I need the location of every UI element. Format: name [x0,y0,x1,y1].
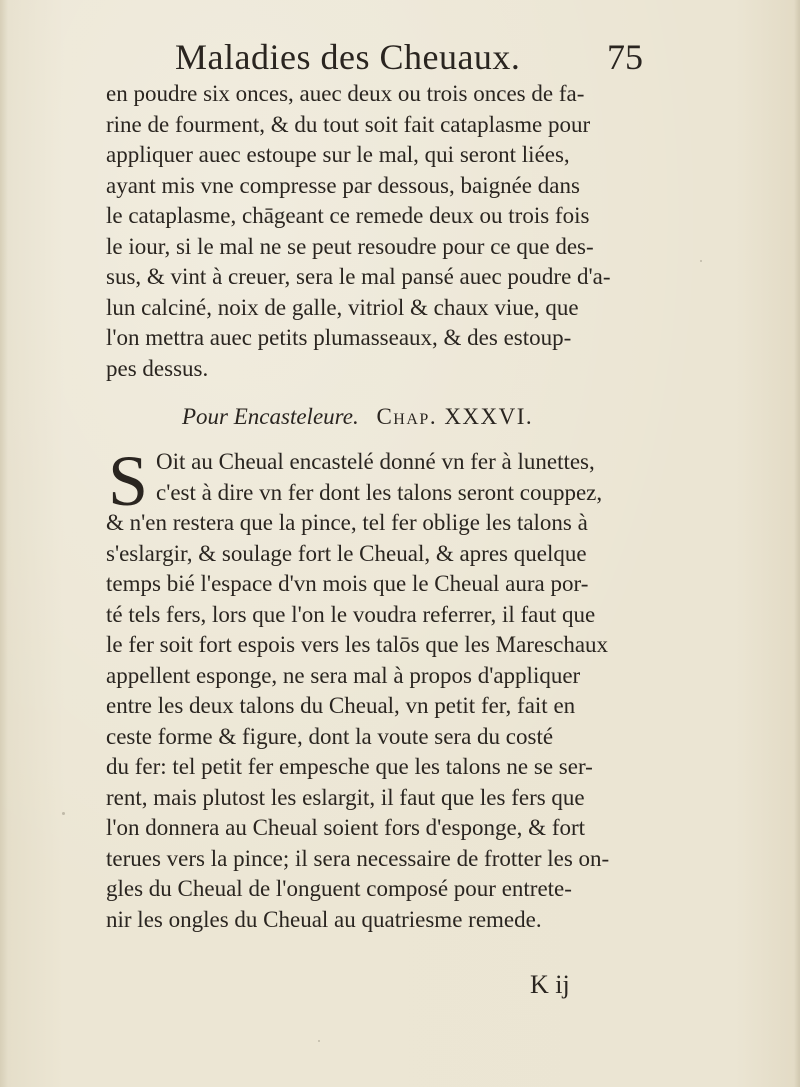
text-line: ayant mis vne compresse par dessous, baignée dans [106,172,580,198]
text-line: en poudre six onces, auec deux ou trois onces de fa- [106,81,585,106]
signature-mark: K ij [530,970,570,999]
text-line: té tels fers, lors que l'on le voudra referrer, il faut que [106,601,596,627]
text-line: lun calciné, noix de galle, vitriol & chaux viue, que [106,294,579,320]
paragraph-continued [106,79,666,384]
text-line: l'on donnera au Cheual soient fors d'esponge, & fort [106,815,586,840]
text-line: s'eslargir, & soulage fort le Cheual, & apres quelque [106,540,587,566]
text-line: Oit au Cheual encastelé donné vn fer à lunettes, [156,449,595,474]
text-line: temps bié l'espace d'vn mois que le Cheual aura por- [106,571,589,596]
text-line: nir les ongles du Cheual au quatriesme remede. [106,906,542,932]
drop-cap-initial: S [108,441,149,521]
running-title: Maladies des Cheuaux. [175,37,521,77]
text-line: le iour, si le mal ne se peut resoudre pour ce que des- [106,233,594,259]
text-line: rent, mais plutost les eslargit, il faut que les fers que [106,784,585,810]
text-line: le cataplasme, chāgeant ce remede deux ou trois fois [106,203,590,228]
text-line: terues vers la pince; il sera necessaire de frotter les on- [106,845,610,871]
chapter-title: Pour Encasteleure. [182,404,359,429]
chapter-heading [182,404,642,430]
text-line: du fer: tel petit fer empesche que les talons ne se ser- [106,754,593,779]
text-line: ceste forme & figure, dont la voute sera du costé [106,723,554,749]
text-line: le fer soit fort espois vers les talōs que les Mareschaux [106,632,609,657]
page-right-edge [794,0,800,1087]
text-line: pes dessus. [106,355,209,381]
text-line: c'est à dire vn fer dont les talons seront couppez, [156,479,603,505]
text-line: & n'en restera que la pince, tel fer oblige les talons à [106,510,588,535]
text-line: gles du Cheual de l'onguent composé pour entrete- [106,876,572,901]
text-line: appellent esponge, ne sera mal à propos d'appliquer [106,662,581,688]
text-line: rine de fourment, & du tout soit fait cataplasme pour [106,111,591,137]
page-number: 75 [607,37,643,77]
text-line: sus, & vint à creuer, sera le mal pansé auec poudre d'a- [106,264,611,289]
page-left-edge [0,0,8,1087]
chapter-number: Chap. XXXVI. [376,404,534,429]
text-line: entre les deux talons du Cheual, vn petit fer, fait en [106,693,576,718]
paper-speck [700,260,702,262]
paper-speck [318,1040,320,1042]
chapter-paragraph [106,441,666,935]
paper-speck [62,812,65,815]
text-line: appliquer auec estoupe sur le mal, qui seront liées, [106,142,570,167]
text-line: l'on mettra auec petits plumasseaux, & des estoup- [106,325,572,350]
